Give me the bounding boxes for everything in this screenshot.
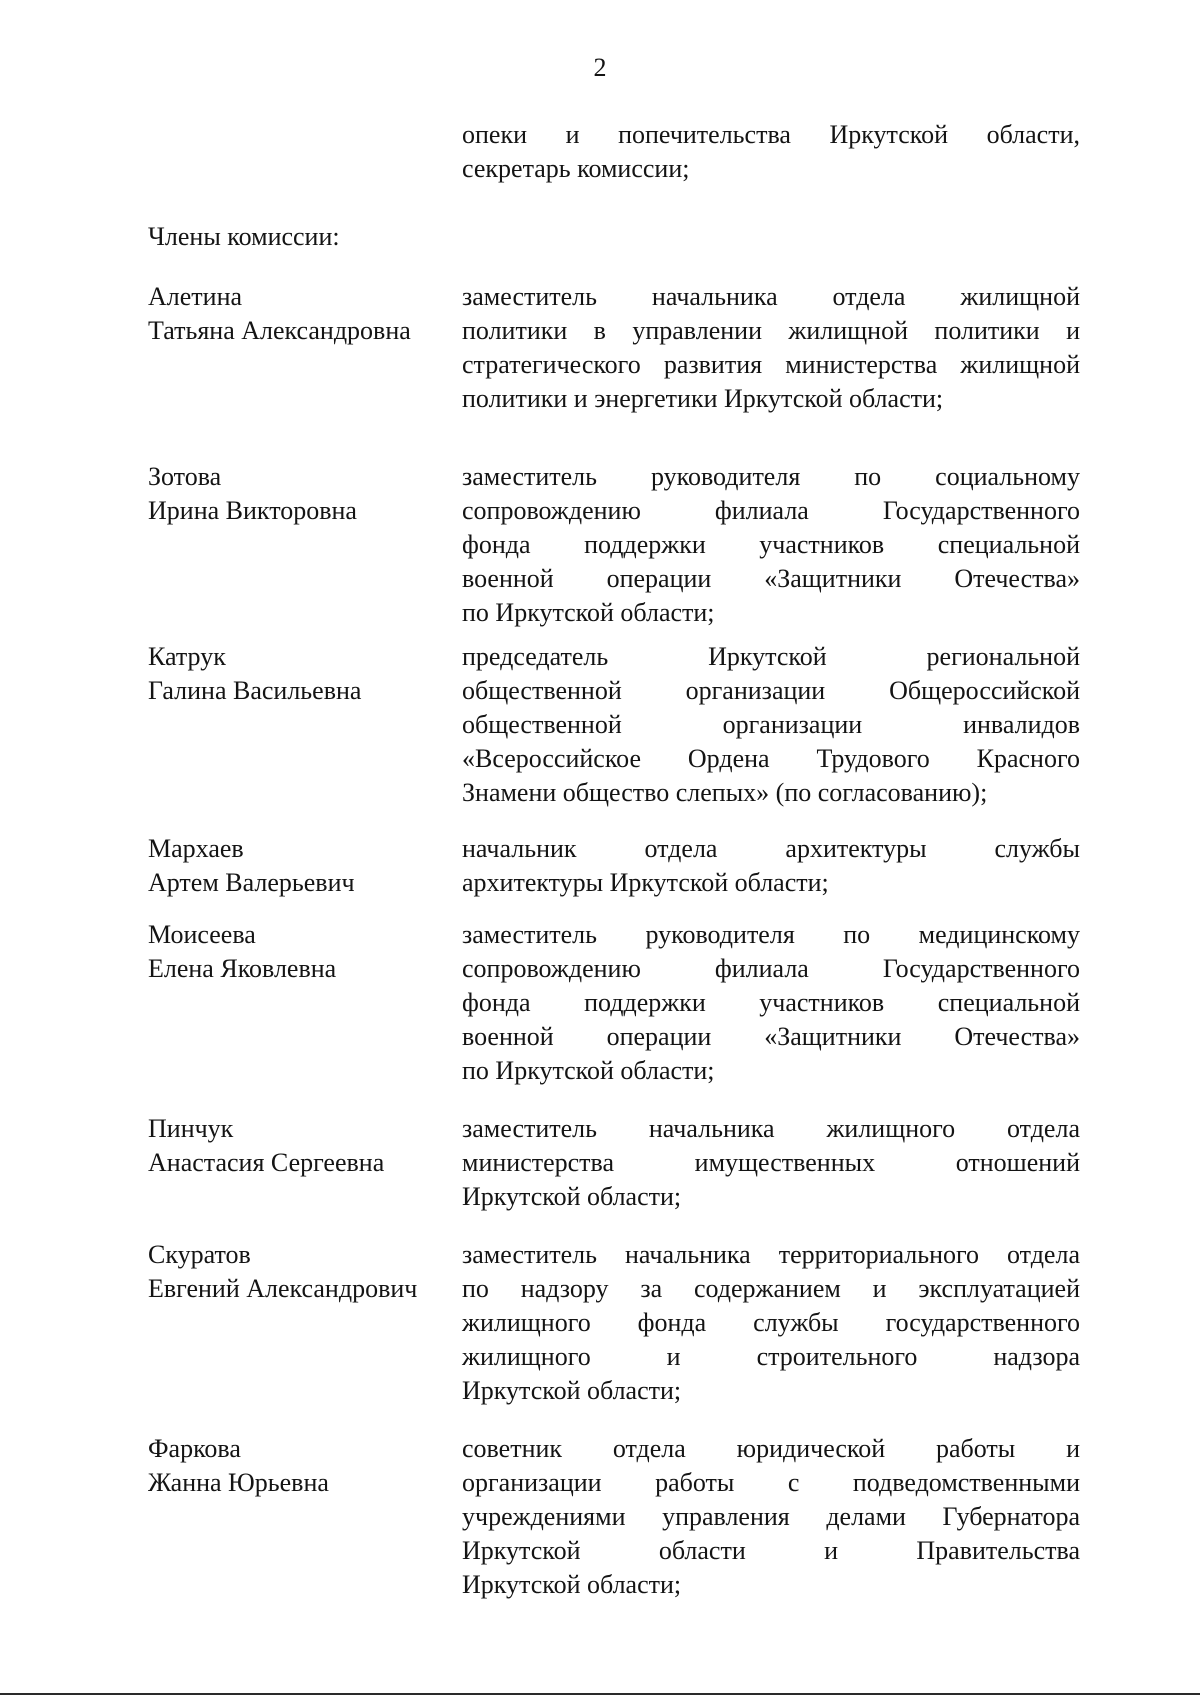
position-line: общественной организации Общероссийской <box>462 676 1080 705</box>
member-name <box>148 640 448 708</box>
position-line: жилищного фонда службы государственного <box>462 1308 1080 1337</box>
position-line: общественной организации инвалидов <box>462 710 1080 739</box>
member-name <box>148 832 448 900</box>
position-line: начальник отдела архитектуры службы <box>462 834 1080 863</box>
position-line: фонда поддержки участников специальной <box>462 988 1080 1017</box>
member-name <box>148 460 448 528</box>
position-line: опеки и попечительства Иркутской области, <box>462 120 1080 149</box>
member-position <box>462 280 1080 416</box>
position-line: заместитель начальника отдела жилищной <box>462 282 1080 311</box>
position-line: по надзору за содержанием и эксплуатацией <box>462 1274 1080 1303</box>
member-position <box>462 1238 1080 1408</box>
member-surname: Зотова <box>148 462 222 491</box>
member-surname: Моисеева <box>148 920 256 949</box>
member-position <box>462 918 1080 1088</box>
member-given-names: Евгений Александрович <box>148 1274 418 1303</box>
position-line: заместитель руководителя по медицинскому <box>462 920 1080 949</box>
position-line: «Всероссийское Ордена Трудового Красного <box>462 744 1080 773</box>
member-position <box>462 640 1080 810</box>
position-line: жилищного и строительного надзора <box>462 1342 1080 1371</box>
member-surname: Алетина <box>148 282 243 311</box>
page-bottom-rule <box>0 1693 1200 1695</box>
position-line: министерства имущественных отношений <box>462 1148 1080 1177</box>
position-line: заместитель начальника территориального отдела <box>462 1240 1080 1269</box>
position-line: советник отдела юридической работы и <box>462 1434 1080 1463</box>
members-label: Члены комиссии: <box>148 222 340 251</box>
position-line: секретарь комиссии; <box>462 154 690 183</box>
position-line: учреждениями управления делами Губернатора <box>462 1502 1080 1531</box>
member-position <box>462 1432 1080 1602</box>
position-line: председатель Иркутской региональной <box>462 642 1080 671</box>
member-given-names: Ирина Викторовна <box>148 496 357 525</box>
member-given-names: Елена Яковлевна <box>148 954 337 983</box>
member-position <box>462 1112 1080 1214</box>
position-line: Иркутской области; <box>462 1182 682 1211</box>
position-line: военной операции «Защитники Отечества» <box>462 1022 1080 1051</box>
member-name <box>148 1238 448 1306</box>
member-given-names: Галина Васильевна <box>148 676 362 705</box>
member-surname: Катрук <box>148 642 226 671</box>
intro-position-text <box>462 118 1080 186</box>
member-name <box>148 918 448 986</box>
position-line: стратегического развития министерства жилищной <box>462 350 1080 379</box>
member-position <box>462 460 1080 630</box>
position-line: Знамени общество слепых» (по согласованию); <box>462 778 988 807</box>
position-line: заместитель начальника жилищного отдела <box>462 1114 1080 1143</box>
position-line: заместитель руководителя по социальному <box>462 462 1080 491</box>
position-line: фонда поддержки участников специальной <box>462 530 1080 559</box>
position-line: по Иркутской области; <box>462 598 715 627</box>
member-name <box>148 1112 448 1180</box>
member-given-names: Артем Валерьевич <box>148 868 355 897</box>
member-given-names: Жанна Юрьевна <box>148 1468 329 1497</box>
member-surname: Мархаев <box>148 834 244 863</box>
position-line: военной операции «Защитники Отечества» <box>462 564 1080 593</box>
member-position <box>462 832 1080 900</box>
position-line: политики и энергетики Иркутской области; <box>462 384 944 413</box>
position-line: политики в управлении жилищной политики и <box>462 316 1080 345</box>
position-line: Иркутской области и Правительства <box>462 1536 1080 1565</box>
member-name <box>148 1432 448 1500</box>
page-number: 2 <box>593 53 607 82</box>
member-name <box>148 280 448 348</box>
position-line: по Иркутской области; <box>462 1056 715 1085</box>
member-given-names: Татьяна Александровна <box>148 316 411 345</box>
position-line: сопровождению филиала Государственного <box>462 954 1080 983</box>
position-line: организации работы с подведомственными <box>462 1468 1080 1497</box>
member-surname: Пинчук <box>148 1114 234 1143</box>
member-given-names: Анастасия Сергеевна <box>148 1148 385 1177</box>
member-surname: Скуратов <box>148 1240 251 1269</box>
position-line: Иркутской области; <box>462 1376 682 1405</box>
member-surname: Фаркова <box>148 1434 241 1463</box>
position-line: архитектуры Иркутской области; <box>462 868 829 897</box>
position-line: сопровождению филиала Государственного <box>462 496 1080 525</box>
position-line: Иркутской области; <box>462 1570 682 1599</box>
